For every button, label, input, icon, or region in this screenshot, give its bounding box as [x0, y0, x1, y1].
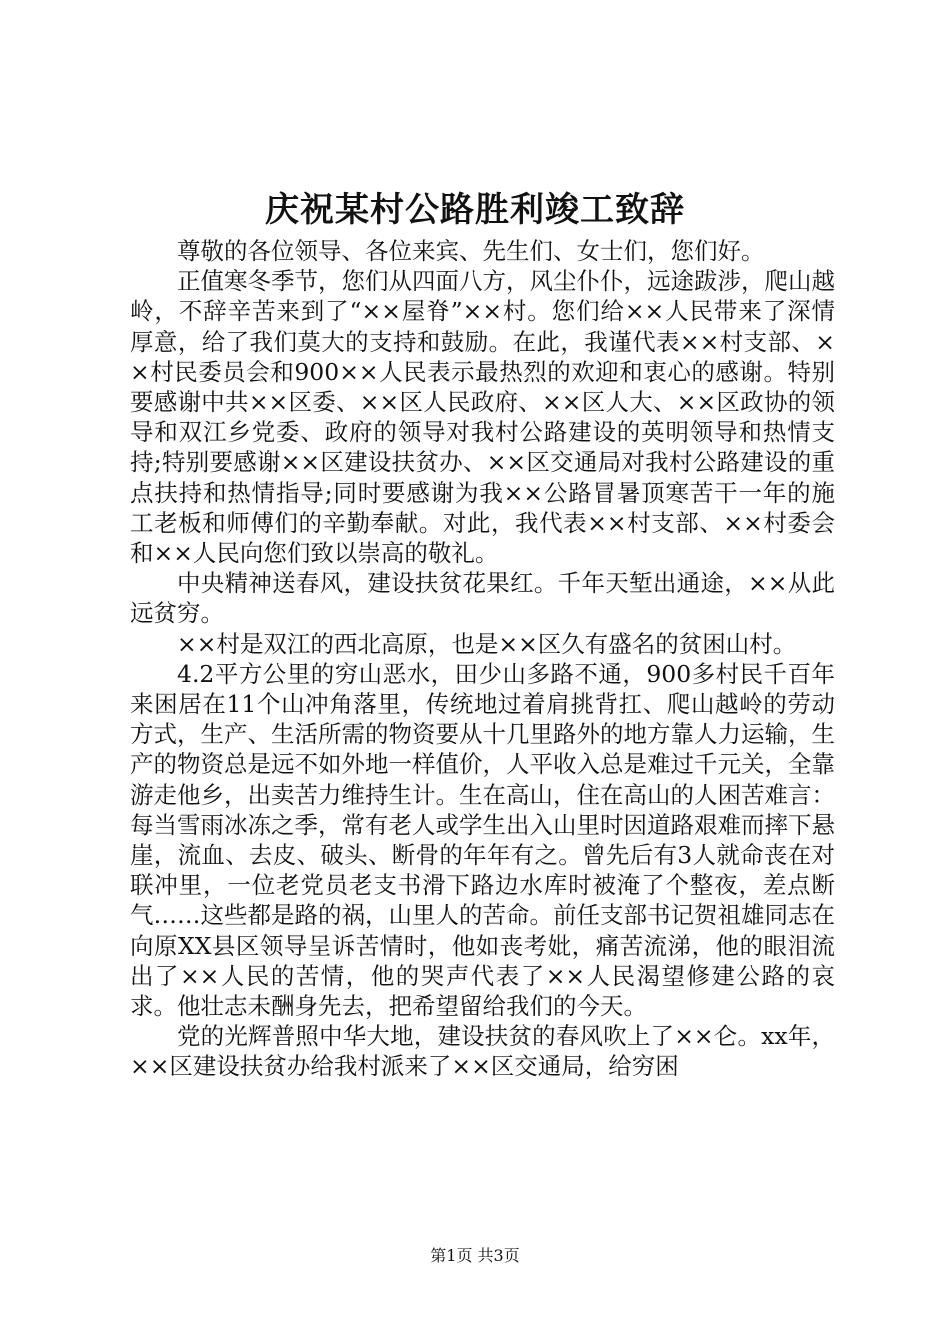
page-footer: 第1页 共3页 — [430, 1246, 520, 1265]
paragraph-village-intro: ××村是双江的西北高原，也是××区久有盛名的贫困山村。 — [177, 629, 797, 658]
document-body — [130, 236, 835, 1082]
paragraph-welcome: 正值寒冬季节，您们从四面八方，风尘仆仆，远途跋涉，爬山越岭，不辞辛苦来到了“××屋脊”××村。您们给××人民带来了深情厚意，给了我们莫大的支持和鼓励。在此，我谨代表××村支部、××村民委员会和900××人民表示最热烈的欢迎和衷心的感谢。特别要感谢中共××区委、××区人民政府、××区人大、××区政协的领导和双江乡党委、政府的领导对我村公路建设的英明领导和热情支持;特别要感谢××区建设扶贫办、××区交通局对我村公路建设的重点扶持和热情指导;同时要感谢为我××公路冒暑顶寒苦干一年的施工老板和师傅们的辛勤奉献。对此，我代表××村支部、××村委会和××人民向您们致以崇高的敬礼。 — [130, 267, 835, 568]
paragraph-greeting: 尊敬的各位领导、各位来宾、先生们、女士们，您们好。 — [177, 237, 765, 265]
paragraph-party-support: 党的光辉普照中华大地，建设扶贫的春风吹上了××仑。xx年，××区建设扶贫办给我村派来了××区交通局，给穷困 — [130, 1022, 835, 1081]
paragraph-verse: 中央精神送春风，建设扶贫花果红。千年天堑出通途，××从此远贫穷。 — [130, 569, 835, 628]
document-title: 庆祝某村公路胜利竣工致辞 — [265, 190, 685, 230]
paragraph-hardship: 4.2平方公里的穷山恶水，田少山多路不通，900多村民千百年来困居在11个山冲角落里，传统地过着肩挑背扛、爬山越岭的劳动方式，生产、生活所需的物资要从十几里路外的地方靠人力运输，生产的物资总是远不如外地一样值价，人平收入总是难过千元关，全靠游走他乡，出卖苦力维持生计。生在高山，住在高山的人困苦难言：每当雪雨冰冻之季，常有老人或学生出入山里时因道路艰难而摔下悬崖，流血、去皮、破头、断骨的年年有之。曾先后有3人就命丧在对联冲里，一位老党员老支书滑下路边水库时被淹了个整夜，差点断气……这些都是路的祸，山里人的苦命。前任支部书记贺祖雄同志在向原XX县区领导呈诉苦情时，他如丧考妣，痛苦流涕，他的眼泪流出了××人民的苦情，他的哭声代表了××人民渴望修建公路的哀求。他壮志未酬身先去，把希望留给我们的今天。 — [130, 659, 835, 1021]
